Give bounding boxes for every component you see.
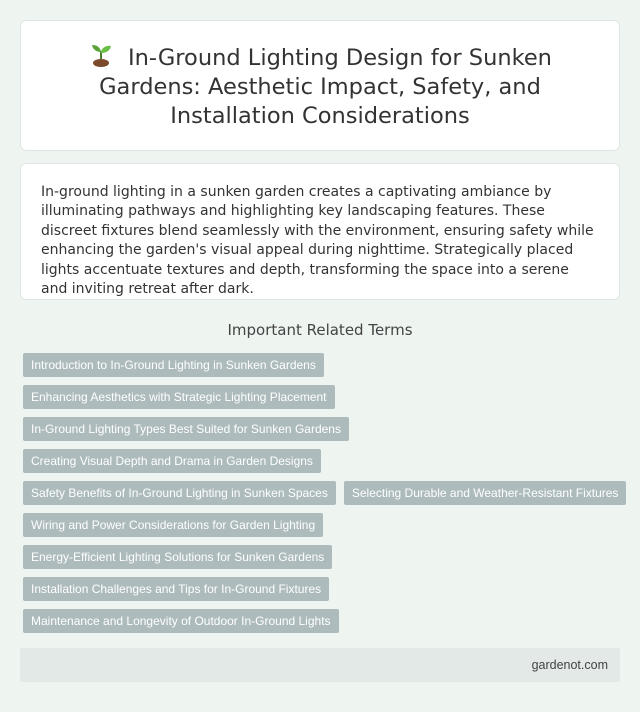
term-row <box>23 481 623 513</box>
related-terms-list <box>23 353 623 641</box>
term-tag-lighting-types[interactable]: In-Ground Lighting Types Best Suited for Sunken Gardens <box>23 417 349 441</box>
term-row <box>23 609 623 641</box>
summary-card <box>20 163 620 300</box>
term-row <box>23 513 623 545</box>
term-tag-durable-fixtures[interactable]: Selecting Durable and Weather-Resistant Fixtures <box>344 481 627 505</box>
term-tag-enhancing-aesthetics[interactable]: Enhancing Aesthetics with Strategic Lighting Placement <box>23 385 335 409</box>
term-tag-maintenance-longevity[interactable]: Maintenance and Longevity of Outdoor In-Ground Lights <box>23 609 339 633</box>
term-row <box>23 417 623 449</box>
related-terms-heading: Important Related Terms <box>227 321 413 339</box>
term-tag-energy-efficient[interactable]: Energy-Efficient Lighting Solutions for Sunken Gardens <box>23 545 332 569</box>
footer <box>20 648 620 682</box>
page-title-text: In-Ground Lighting Design for Sunken Gardens: Aesthetic Impact, Safety, and Installation Considerations <box>99 44 552 129</box>
summary-paragraph: In-ground lighting in a sunken garden creates a captivating ambiance by illuminating pathways and highlighting key landscaping features. These discreet fixtures blend seamlessly with the environment, ensuring safety while enhancing the garden's visual appeal during nighttime. Strategically placed lights accentuate textures and depth, transforming the space into a serene and inviting retreat after dark. <box>41 184 594 298</box>
title-card <box>20 20 620 151</box>
page-title <box>43 41 597 131</box>
term-tag-introduction[interactable]: Introduction to In-Ground Lighting in Sunken Gardens <box>23 353 324 377</box>
term-tag-installation-challenges[interactable]: Installation Challenges and Tips for In-Ground Fixtures <box>23 577 329 601</box>
term-row <box>23 449 623 481</box>
term-row <box>23 577 623 609</box>
seedling-icon <box>88 41 114 67</box>
term-tag-safety-benefits[interactable]: Safety Benefits of In-Ground Lighting in Sunken Spaces <box>23 481 336 505</box>
footer-site-link[interactable]: gardenot.com <box>531 658 608 672</box>
term-row <box>23 545 623 577</box>
term-tag-visual-depth[interactable]: Creating Visual Depth and Drama in Garden Designs <box>23 449 321 473</box>
term-tag-wiring-power[interactable]: Wiring and Power Considerations for Garden Lighting <box>23 513 323 537</box>
term-row <box>23 385 623 417</box>
term-row <box>23 353 623 385</box>
